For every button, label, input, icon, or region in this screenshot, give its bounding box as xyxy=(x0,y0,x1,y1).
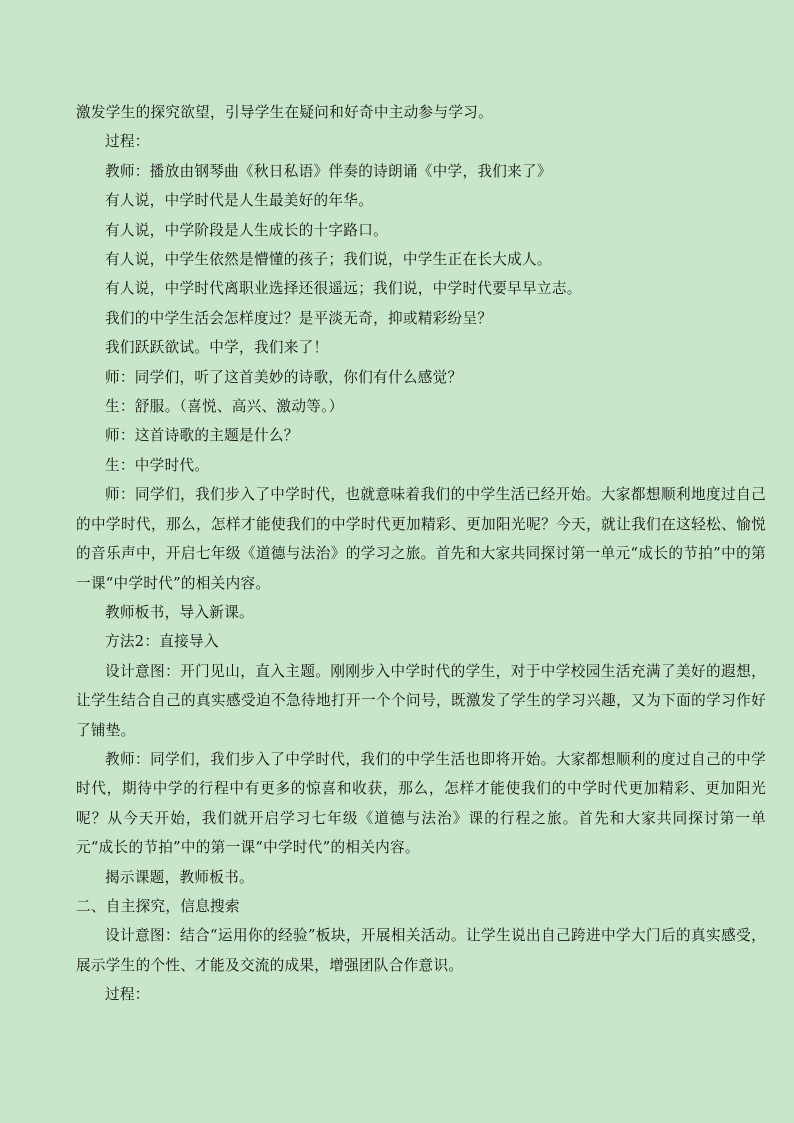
paragraph-poem-line-4: 有人说，中学时代离职业选择还很遥远；我们说，中学时代要早早立志。 xyxy=(105,280,582,298)
paragraph-poem-line-2: 有人说，中学阶段是人生成长的十字路口。 xyxy=(105,221,388,239)
paragraph-poem-line-5: 我们的中学生活会怎样度过？是平淡无奇，抑或精彩纷呈？ xyxy=(105,309,493,327)
paragraph-teacher-question-1: 师：同学们，听了这首美妙的诗歌，你们有什么感觉？ xyxy=(105,368,463,386)
paragraph-teacher-intro: 师：同学们，我们步入了中学时代，也就意味着我们的中学生活已经开始。大家都想顺利地度过自己的中学时代，那么，怎样才能使我们的中学时代更加精彩、更加阳光呢？今天，就让我们在这轻松、愉悦的音乐声中，开启七年级《道德与法治》的学习之旅。首先和大家共同探讨第一单元“成长的节拍”中的第一课“中学时代”的相关内容。 xyxy=(76,486,766,592)
paragraph-process-label: 过程： xyxy=(105,133,150,151)
paragraph-board-note-1: 教师板书，导入新课。 xyxy=(105,603,254,621)
paragraph-student-answer-2: 生：中学时代。 xyxy=(105,456,210,474)
paragraph-student-answer-1: 生：舒服。（喜悦、高兴、激动等。） xyxy=(105,398,344,416)
paragraph-process-label-2: 过程： xyxy=(105,986,150,1004)
paragraph-poem-line-6: 我们跃跃欲试。中学，我们来了！ xyxy=(105,339,329,357)
paragraph-design-intent-1: 设计意图：开门见山，直入主题。刚刚步入中学时代的学生，对于中学校园生活充满了美好的遐想，让学生结合自己的真实感受迫不急待地打开一个个问号，既激发了学生的学习兴趣，又为下面的学习作好了铺垫。 xyxy=(76,662,766,739)
paragraph-poem-line-3: 有人说，中学生依然是懵懂的孩子；我们说，中学生正在长大成人。 xyxy=(105,251,552,269)
paragraph-teacher-direct-intro: 教师：同学们，我们步入了中学时代，我们的中学生活也即将开始。大家都想顺利的度过自己的中学时代，期待中学的行程中有更多的惊喜和收获，那么，怎样才能使我们的中学时代更加精彩、更加阳光呢？从今天开始，我们就开启学习七年级《道德与法治》课的行程之旅。首先和大家共同探讨第一单元“成长的节拍”中的第一课“中学时代”的相关内容。 xyxy=(76,750,766,857)
paragraph-poem-line-1: 有人说，中学时代是人生最美好的年华。 xyxy=(105,192,374,210)
paragraph-teacher-question-2: 师：这首诗歌的主题是什么？ xyxy=(105,427,299,445)
paragraph-intro-continuation: 激发学生的探究欲望，引导学生在疑问和好奇中主动参与学习。 xyxy=(76,104,494,121)
paragraph-method-2-heading: 方法2：直接导入 xyxy=(105,633,219,651)
paragraph-design-intent-2: 设计意图：结合“运用你的经验”板块，开展相关活动。让学生说出自己跨进中学大门后的真实感受，展示学生的个性、才能及交流的成果，增强团队合作意识。 xyxy=(76,927,766,974)
section-heading-2: 二、自主探究，信息搜索 xyxy=(76,897,240,915)
paragraph-board-note-2: 揭示课题，教师板书。 xyxy=(105,868,254,886)
paragraph-teacher-poem: 教师：播放由钢琴曲《秋日私语》伴奏的诗朗诵《中学，我们来了》 xyxy=(105,162,552,180)
